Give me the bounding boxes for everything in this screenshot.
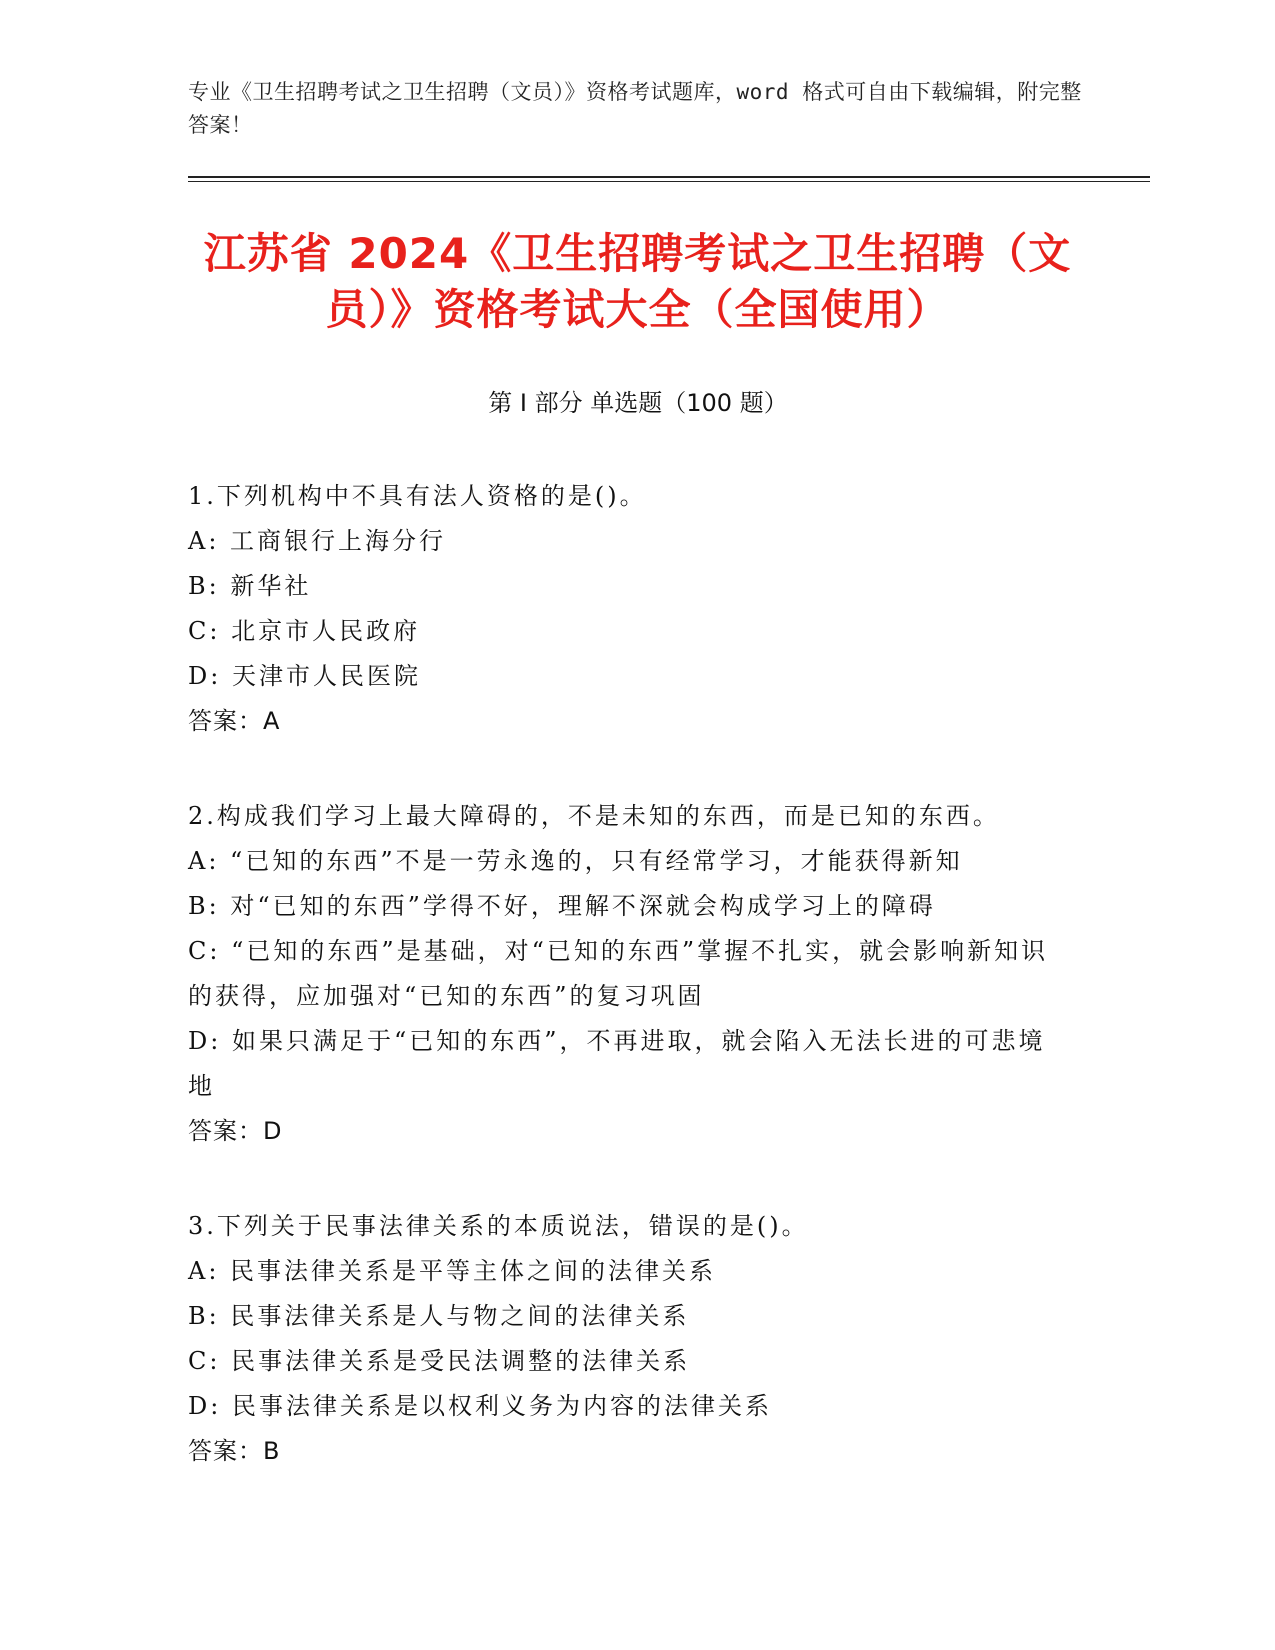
option-d: D: 天津市人民医院 bbox=[188, 662, 421, 690]
question-stem: 1.下列机构中不具有法人资格的是()。 bbox=[188, 482, 647, 510]
header-rule-thin bbox=[188, 181, 1150, 182]
answer-line: 答案：D bbox=[188, 1117, 283, 1145]
option-c: C: 民事法律关系是受民法调整的法律关系 bbox=[188, 1347, 691, 1375]
option-d: D: 如果只满足于“已知的东西”，不再进取，就会陷入无法长进的可悲境地 bbox=[188, 1027, 1046, 1100]
option-a: A: “已知的东西”不是一劳永逸的，只有经常学习，才能获得新知 bbox=[188, 847, 963, 875]
question-1 bbox=[188, 474, 1068, 744]
question-list bbox=[188, 474, 1068, 1524]
option-b: B: 民事法律关系是人与物之间的法律关系 bbox=[188, 1302, 690, 1330]
option-c: C: 北京市人民政府 bbox=[188, 617, 421, 645]
document-title: 江苏省 2024《卫生招聘考试之卫生招聘（文员）》资格考试大全（全国使用） bbox=[203, 229, 1072, 334]
option-d: D: 民事法律关系是以权利义务为内容的法律关系 bbox=[188, 1392, 772, 1420]
option-a: A: 工商银行上海分行 bbox=[188, 527, 447, 555]
header-rule-thick bbox=[188, 176, 1150, 178]
question-stem: 3.下列关于民事法律关系的本质说法，错误的是()。 bbox=[188, 1212, 809, 1240]
option-a: A: 民事法律关系是平等主体之间的法律关系 bbox=[188, 1257, 717, 1285]
question-2 bbox=[188, 794, 1068, 1154]
question-stem: 2.构成我们学习上最大障碍的，不是未知的东西，而是已知的东西。 bbox=[188, 802, 1000, 830]
option-b: B: 新华社 bbox=[188, 572, 312, 600]
header-note: 专业《卫生招聘考试之卫生招聘（文员）》资格考试题库，word 格式可自由下载编辑，附完整答案！ bbox=[188, 80, 1082, 137]
option-c: C: “已知的东西”是基础，对“已知的东西”掌握不扎实，就会影响新知识的获得，应加强对“已知的东西”的复习巩固 bbox=[188, 937, 1049, 1010]
option-b: B: 对“已知的东西”学得不好，理解不深就会构成学习上的障碍 bbox=[188, 892, 936, 920]
question-3 bbox=[188, 1204, 1068, 1474]
section-heading: 第 I 部分 单选题（100 题） bbox=[488, 389, 788, 417]
answer-line: 答案：B bbox=[188, 1437, 281, 1465]
answer-line: 答案：A bbox=[188, 707, 281, 735]
